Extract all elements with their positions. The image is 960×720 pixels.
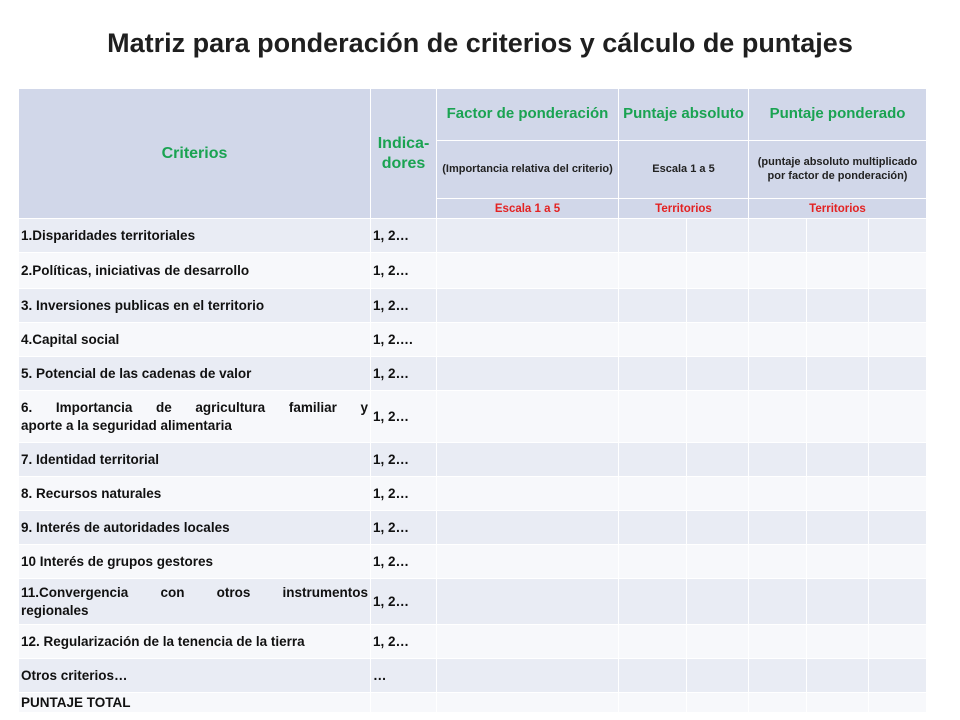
- criterio-cell: [19, 579, 371, 625]
- table-row: [19, 579, 927, 625]
- indicadores-cell: 1, 2…: [371, 625, 437, 659]
- indicadores-cell: …: [371, 659, 437, 693]
- score-cell[interactable]: [869, 579, 927, 625]
- score-cell[interactable]: [869, 659, 927, 693]
- indicadores-cell: 1, 2…: [371, 545, 437, 579]
- header-ponderado-scale: Territorios: [749, 199, 927, 219]
- indicadores-cell: 1, 2…: [371, 219, 437, 253]
- criterio-cell: 12. Regularización de la tenencia de la tierra: [19, 625, 371, 659]
- header-indicadores: [371, 89, 437, 219]
- score-cell[interactable]: [619, 357, 687, 391]
- score-cell[interactable]: [749, 511, 807, 545]
- header-ponderado: Puntaje ponderado: [749, 89, 927, 141]
- score-cell[interactable]: [619, 477, 687, 511]
- criterio-cell: 1.Disparidades territoriales: [19, 219, 371, 253]
- score-cell[interactable]: [807, 323, 869, 357]
- score-cell[interactable]: [687, 545, 749, 579]
- score-cell[interactable]: [437, 625, 619, 659]
- score-cell[interactable]: [687, 289, 749, 323]
- score-cell[interactable]: [869, 219, 927, 253]
- score-cell[interactable]: [749, 659, 807, 693]
- score-cell[interactable]: [749, 323, 807, 357]
- score-cell[interactable]: [807, 443, 869, 477]
- criterio-line1: 11.Convergencia con otros instrumentos: [21, 584, 368, 600]
- score-cell[interactable]: [437, 357, 619, 391]
- header-absoluto-desc: Escala 1 a 5: [619, 141, 749, 199]
- score-cell[interactable]: [619, 545, 687, 579]
- score-cell[interactable]: [869, 511, 927, 545]
- header-factor-desc: (Importancia relativa del criterio): [437, 141, 619, 199]
- score-cell[interactable]: [687, 693, 749, 713]
- criterio-cell: 4.Capital social: [19, 323, 371, 357]
- criterio-line1: 6. Importancia de agricultura familiar y: [21, 399, 368, 415]
- indicadores-cell: 1, 2…: [371, 579, 437, 625]
- score-cell[interactable]: [807, 693, 869, 713]
- indicadores-cell: 1, 2…: [371, 289, 437, 323]
- score-cell[interactable]: [437, 391, 619, 443]
- score-cell[interactable]: [749, 357, 807, 391]
- score-cell[interactable]: [619, 323, 687, 357]
- score-cell[interactable]: [437, 443, 619, 477]
- score-cell[interactable]: [619, 219, 687, 253]
- header-factor: Factor de ponderación: [437, 89, 619, 141]
- header-factor-scale: Escala 1 a 5: [437, 199, 619, 219]
- score-cell[interactable]: [749, 391, 807, 443]
- indicadores-cell: 1, 2…: [371, 477, 437, 511]
- score-cell[interactable]: [437, 545, 619, 579]
- matrix-body: [19, 219, 927, 713]
- score-cell[interactable]: [687, 579, 749, 625]
- score-cell[interactable]: [807, 545, 869, 579]
- header-indicadores-line1: Indica-: [377, 134, 430, 152]
- score-cell[interactable]: [869, 323, 927, 357]
- score-cell[interactable]: [437, 323, 619, 357]
- indicadores-cell: 1, 2….: [371, 323, 437, 357]
- score-cell[interactable]: [687, 253, 749, 289]
- score-cell[interactable]: [869, 443, 927, 477]
- score-cell[interactable]: [869, 253, 927, 289]
- indicadores-cell: 1, 2…: [371, 511, 437, 545]
- score-cell[interactable]: [437, 579, 619, 625]
- criterio-cell: PUNTAJE TOTAL: [19, 693, 371, 713]
- score-cell[interactable]: [437, 693, 619, 713]
- score-cell[interactable]: [687, 511, 749, 545]
- score-cell[interactable]: [687, 659, 749, 693]
- score-cell[interactable]: [869, 625, 927, 659]
- score-cell[interactable]: [619, 253, 687, 289]
- header-criterios: Criterios: [19, 89, 371, 219]
- criterio-cell: 5. Potencial de las cadenas de valor: [19, 357, 371, 391]
- table-row: [19, 511, 927, 545]
- score-cell[interactable]: [619, 659, 687, 693]
- indicadores-cell: 1, 2…: [371, 253, 437, 289]
- score-cell[interactable]: [687, 219, 749, 253]
- header-ponderado-desc: (puntaje absoluto multiplicado por factor de ponderación): [749, 141, 927, 199]
- table-row: [19, 693, 927, 713]
- criterio-cell: 3. Inversiones publicas en el territorio: [19, 289, 371, 323]
- table-row: [19, 323, 927, 357]
- indicadores-cell: 1, 2…: [371, 391, 437, 443]
- criterio-cell: 10 Interés de grupos gestores: [19, 545, 371, 579]
- score-cell[interactable]: [869, 357, 927, 391]
- table-row: [19, 443, 927, 477]
- score-cell[interactable]: [619, 443, 687, 477]
- table-row: [19, 477, 927, 511]
- table-row: [19, 659, 927, 693]
- score-cell[interactable]: [437, 477, 619, 511]
- score-cell[interactable]: [687, 391, 749, 443]
- page-title: Matriz para ponderación de criterios y cálculo de puntajes: [107, 28, 853, 58]
- header-absoluto: Puntaje absoluto: [619, 89, 749, 141]
- indicadores-cell: 1, 2…: [371, 357, 437, 391]
- criterio-cell: [19, 391, 371, 443]
- score-cell[interactable]: [807, 625, 869, 659]
- score-cell[interactable]: [437, 659, 619, 693]
- score-cell[interactable]: [437, 253, 619, 289]
- score-cell[interactable]: [749, 289, 807, 323]
- score-cell[interactable]: [807, 659, 869, 693]
- criterio-cell: 2.Políticas, iniciativas de desarrollo: [19, 253, 371, 289]
- score-cell[interactable]: [749, 693, 807, 713]
- header-absoluto-scale: Territorios: [619, 199, 749, 219]
- table-row: [19, 219, 927, 253]
- table-row: [19, 545, 927, 579]
- score-cell[interactable]: [437, 289, 619, 323]
- indicadores-cell: [371, 693, 437, 713]
- score-cell[interactable]: [619, 579, 687, 625]
- score-cell[interactable]: [687, 477, 749, 511]
- score-cell[interactable]: [619, 625, 687, 659]
- score-cell[interactable]: [687, 625, 749, 659]
- score-cell[interactable]: [749, 253, 807, 289]
- table-row: [19, 289, 927, 323]
- score-cell[interactable]: [749, 579, 807, 625]
- score-cell[interactable]: [749, 443, 807, 477]
- criterio-cell: 8. Recursos naturales: [19, 477, 371, 511]
- score-cell[interactable]: [807, 253, 869, 289]
- score-cell[interactable]: [869, 477, 927, 511]
- score-cell[interactable]: [869, 391, 927, 443]
- criterio-cell: 9. Interés de autoridades locales: [19, 511, 371, 545]
- score-cell[interactable]: [749, 477, 807, 511]
- score-cell[interactable]: [749, 625, 807, 659]
- table-row: [19, 253, 927, 289]
- criterio-cell: 7. Identidad territorial: [19, 443, 371, 477]
- score-cell[interactable]: [807, 391, 869, 443]
- score-cell[interactable]: [807, 357, 869, 391]
- score-cell[interactable]: [869, 693, 927, 713]
- criterio-line2: aporte a la seguridad alimentaria: [21, 417, 232, 433]
- header-indicadores-line2: dores: [381, 154, 426, 172]
- criteria-matrix: [18, 88, 927, 713]
- score-cell[interactable]: [619, 511, 687, 545]
- score-cell[interactable]: [687, 443, 749, 477]
- table-row: [19, 357, 927, 391]
- score-cell[interactable]: [807, 219, 869, 253]
- score-cell[interactable]: [749, 545, 807, 579]
- score-cell[interactable]: [869, 289, 927, 323]
- score-cell[interactable]: [619, 289, 687, 323]
- score-cell[interactable]: [619, 391, 687, 443]
- score-cell[interactable]: [807, 289, 869, 323]
- score-cell[interactable]: [807, 511, 869, 545]
- score-cell[interactable]: [619, 693, 687, 713]
- score-cell[interactable]: [437, 219, 619, 253]
- score-cell[interactable]: [687, 357, 749, 391]
- criterio-line2: regionales: [21, 602, 89, 618]
- table-row: [19, 391, 927, 443]
- score-cell[interactable]: [687, 323, 749, 357]
- indicadores-cell: 1, 2…: [371, 443, 437, 477]
- criterio-cell: Otros criterios…: [19, 659, 371, 693]
- score-cell[interactable]: [437, 511, 619, 545]
- score-cell[interactable]: [807, 477, 869, 511]
- score-cell[interactable]: [807, 579, 869, 625]
- score-cell[interactable]: [749, 219, 807, 253]
- score-cell[interactable]: [869, 545, 927, 579]
- table-row: [19, 625, 927, 659]
